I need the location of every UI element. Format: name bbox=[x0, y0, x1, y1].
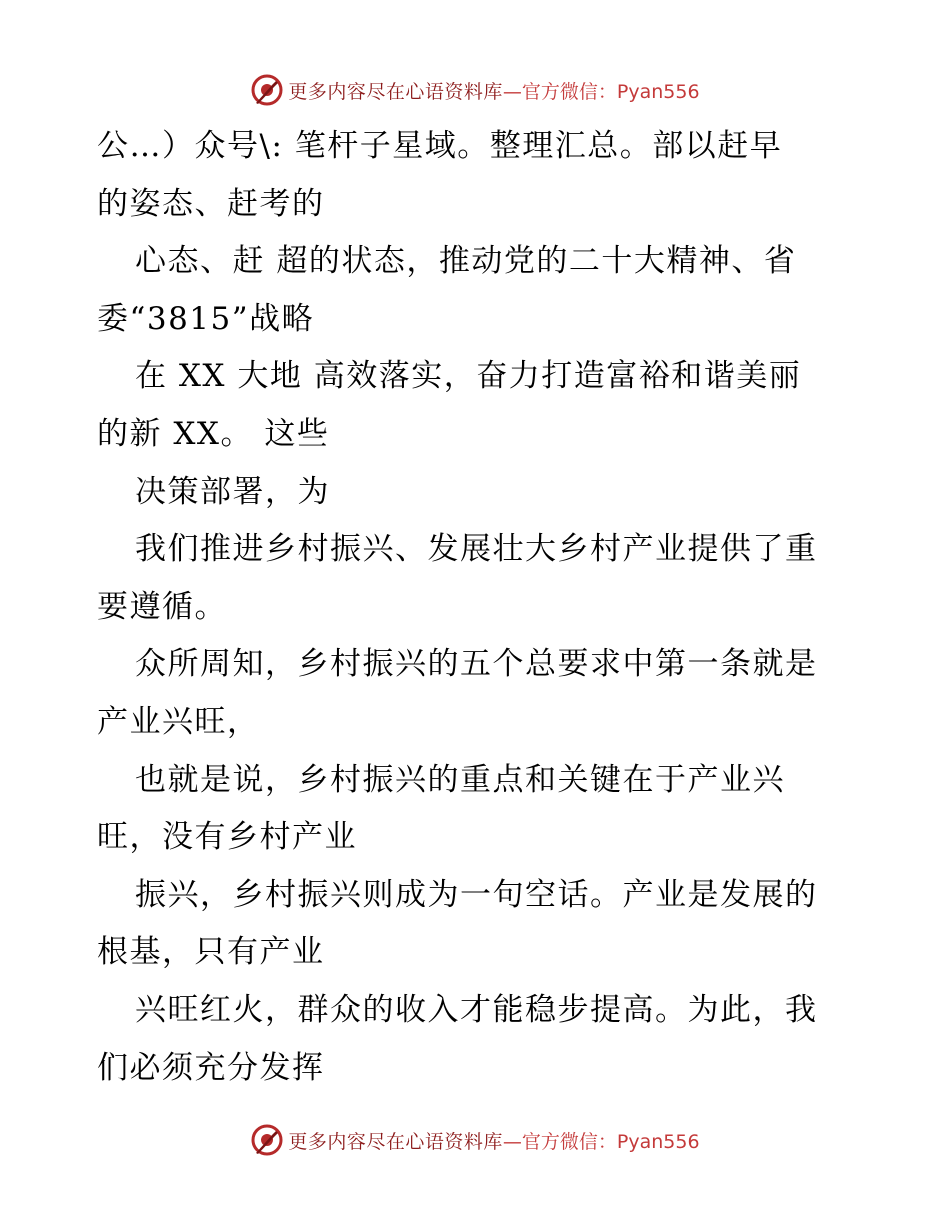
quill-pen-logo-icon bbox=[250, 1123, 284, 1157]
body-line: 心态、赶 超的状态，推动党的二十大精神、省 bbox=[135, 243, 797, 280]
body-line: 产业兴旺， bbox=[97, 703, 260, 740]
body-line: 在 XX 大地 高效落实，奋力打造富裕和谐美丽 bbox=[135, 358, 802, 395]
body-line: 的新 XX。 这些 bbox=[97, 415, 330, 452]
document-body bbox=[97, 118, 857, 1097]
body-line: 根基，只有产业 bbox=[97, 934, 325, 971]
footer-contact-text: —官方微信：Pyan556 bbox=[502, 1130, 700, 1153]
header-banner bbox=[0, 72, 950, 108]
body-line: 决策部署，为 bbox=[135, 473, 330, 510]
quill-pen-logo-icon bbox=[250, 73, 284, 107]
body-line: 委“3815”战略 bbox=[97, 300, 315, 337]
body-line: 的姿态、赶考的 bbox=[97, 185, 325, 222]
body-line: 众所周知，乡村振兴的五个总要求中第一条就是 bbox=[135, 646, 818, 683]
body-line: 兴旺红火，群众的收入才能稳步提高。为此，我 bbox=[135, 991, 818, 1028]
body-line: 要遵循。 bbox=[97, 588, 227, 625]
body-line: 旺，没有乡村产业 bbox=[97, 819, 357, 856]
footer-promo-text: 更多内容尽在心语资料库 bbox=[288, 1130, 503, 1153]
body-line: 们必须充分发挥 bbox=[97, 1049, 325, 1086]
body-line: 公…）众号\: 笔杆子星域。整理汇总。部以赶早 bbox=[97, 128, 783, 164]
body-line: 也就是说，乡村振兴的重点和关键在于产业兴 bbox=[135, 761, 785, 798]
body-line: 我们推进乡村振兴、发展壮大乡村产业提供了重 bbox=[135, 531, 818, 568]
body-line: 振兴，乡村振兴则成为一句空话。产业是发展的 bbox=[135, 876, 818, 913]
footer-banner bbox=[0, 1122, 950, 1158]
header-promo-text: 更多内容尽在心语资料库 bbox=[288, 80, 503, 103]
header-contact-text: —官方微信：Pyan556 bbox=[502, 80, 700, 103]
